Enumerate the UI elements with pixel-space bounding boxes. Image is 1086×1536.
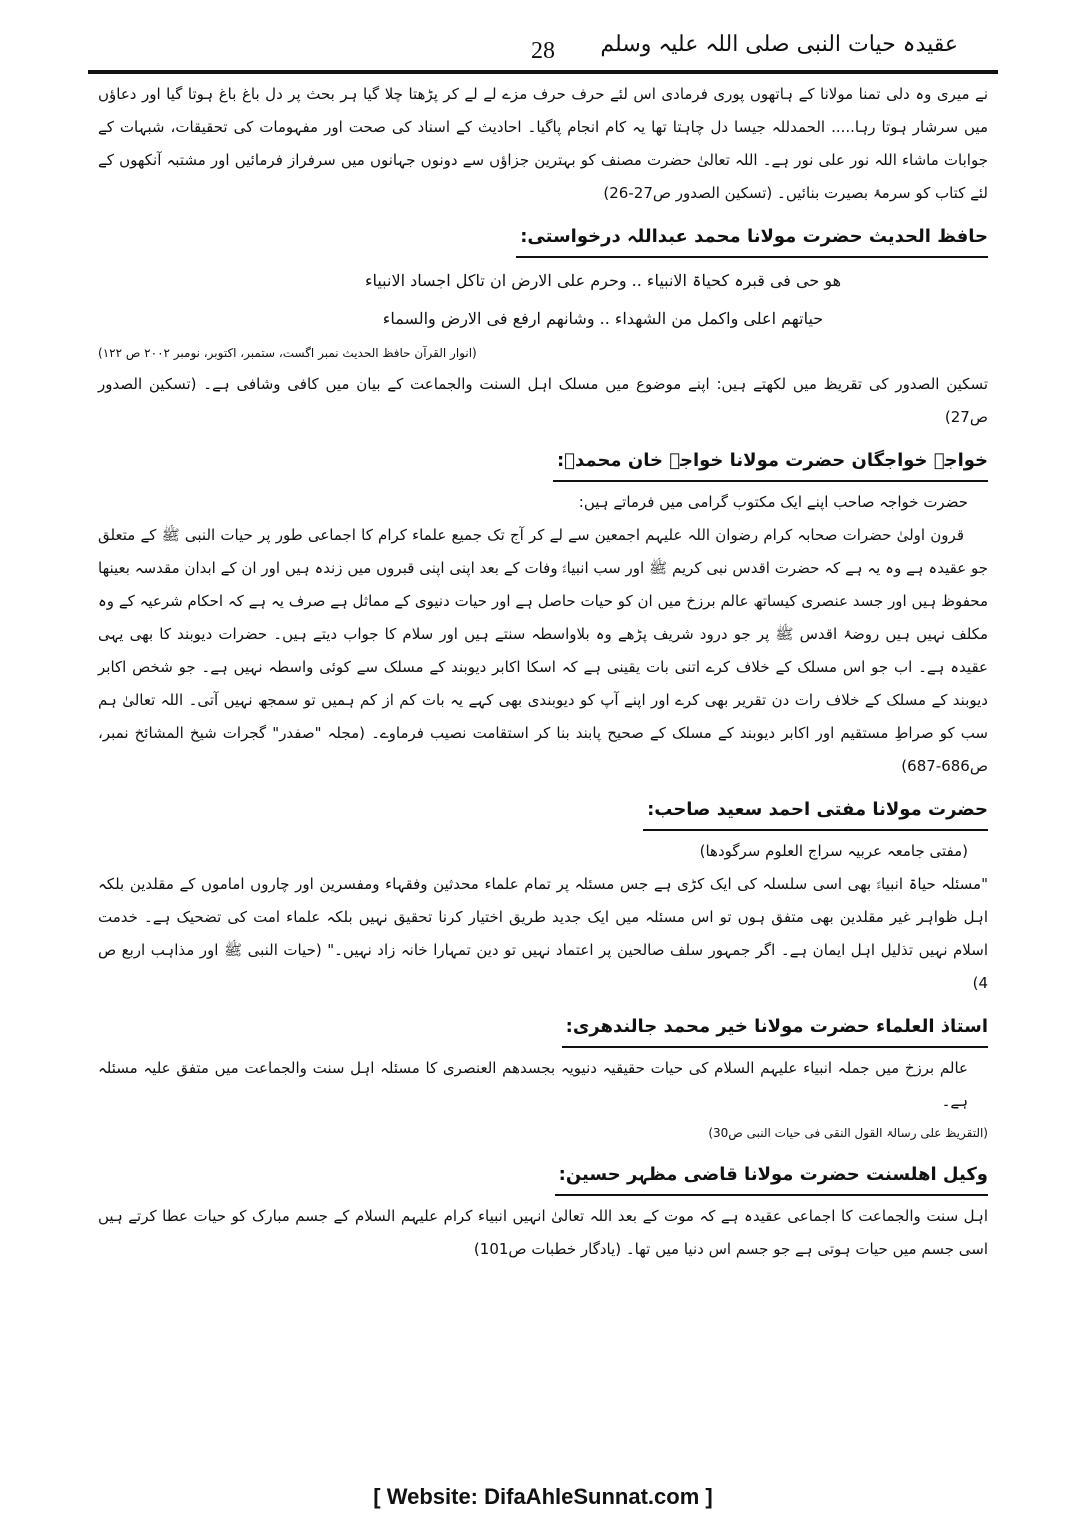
arabic-verse-1: ھو حی فی قبرہ کحیاۃ الانبیاء .. وحرم علی الارض ان تاکل اجساد الانبیاء: [364, 271, 842, 290]
section-heading-mufti-ahmad-saeed: حضرت مولانا مفتی احمد سعید صاحب:: [643, 789, 988, 831]
arabic-verse-2: حیاتھم اعلی واکمل من الشھداء .. وشانھم ارفع فی الارض والسماء: [382, 309, 824, 328]
paragraph-hayat-anbiya: "مسئلہ حیاۃ انبیاءؑ بھی اسی سلسلہ کی ایک کڑی ہے جس مسئلہ پر تمام علماء محدثین وفقہاء ومفسرین اور چاروں اماموں کے مقلدین بلکہ اہل ظواہر غیر مقلدین بھی متفق ہوں تو اس مسئلہ میں ایک جدید طریق اختیار کرنا تحقیق نہیں بلکہ علماء امت کی تضحیک ہے۔ خدمت اسلام نہیں تذلیل اہل ایمان ہے۔ اگر جمہور سلف صالحین پر اعتماد نہیں تو دین تمہارا خانہ زاد نہیں۔" (حیات النبی ﷺ اور مذاہب اربع ص 4): [98, 875, 988, 992]
paragraph-maktoob-intro: حضرت خواجہ صاحب اپنے ایک مکتوب گرامی میں فرماتے ہیں:: [578, 493, 968, 511]
reference-anwar-ul-quran: (انوار القرآن حافظ الحدیث نمبر اگست، ستمبر، اکتوبر، نومبر ۲۰۰۲ ص ۱۲۲): [98, 346, 477, 360]
paragraph-ijmai-aqeeda: اہل سنت والجماعت کا اجماعی عقیدہ ہے کہ موت کے بعد اللہ تعالیٰ انہیں انبیاء کرام علیہم السلام کے جسم مبارک کو حیات عطا کرتے ہیں اسی جسم میں حیات ہوتی ہے جو جسم اس دنیا میں تھا۔ (یادگار خطبات ص101): [98, 1207, 988, 1258]
page-content: [98, 78, 988, 1266]
section-heading-khwaja-khan-muhammad: خواجہ خواجگان حضرت مولانا خواجہ خان محمدؒ:: [553, 440, 988, 482]
paragraph-maktoob: قرون اولیٰ حضرات صحابہ کرام رضوان اللہ علیہم اجمعین سے لے کر آج تک جمیع علماء کرام کا اجماعی طور پر حیات النبی ﷺ کے متعلق جو عقیدہ ہے وہ یہ ہے کہ حضرت اقدس نبی کریم ﷺ اور سب انبیاءؑ وفات کے بعد اپنی اپنی قبروں میں زندہ ہیں اور ان کے ابدان مقدسہ بعینھا محفوظ ہیں اور جسد عنصری کیساتھ عالم برزخ میں ان کو حیات حاصل ہے اور حیات دنیوی کے مماثل ہے صرف یہ ہے کہ احکام شرعیہ کے وہ مکلف نہیں ہیں روضۂ اقدس ﷺ پر جو درود شریف پڑھے وہ بلاواسطہ سنتے ہیں اور سلام کا جواب دیتے ہیں۔ حضرات دیوبند کا بھی یہی عقیدہ ہے۔ اب جو اس مسلک کے خلاف کرے اتنی بات یقینی ہے کہ اسکا اکابر دیوبند کے مسلک سے کوئی واسطہ نہیں ہے۔ جو شخص اکابر دیوبند کے مسلک کے خلاف رات دن تقریر بھی کرے اور اپنے آپ کو دیوبندی بھی کہے یہ بات کم از کم ہمیں تو سمجھ نہیں آتی۔ اللہ تعالیٰ ہم سب کو صراطِ مستقیم اور اکابر دیوبند کے مسلک کے صحیح پابند بنا کر استقامت نصیب فرماوے۔ (مجلہ "صفدر" گجرات شیخ المشائخ نمبر، ص686-687): [98, 526, 988, 775]
website-footer: [ Website: DifaAhleSunnat.com ]: [373, 1484, 713, 1509]
page-number: 28: [531, 38, 555, 64]
section-heading-khair-muhammad: استاذ العلماء حضرت مولانا خیر محمد جالندھری:: [562, 1006, 988, 1048]
reference-taqreez: (التقریظ علی رسالۃ القول النقی فی حیات النبی ص30): [708, 1126, 988, 1140]
section-heading-qazi-mazhar-hussain: وکیل اھلسنت حضرت مولانا قاضی مظہر حسین:: [555, 1154, 988, 1196]
header-title: عقیدہ حیات النبی صلی اللہ علیہ وسلم: [600, 32, 958, 57]
paragraph-taskeen: تسکین الصدور کی تقریظ میں لکھتے ہیں: اپنے موضوع میں مسلک اہل السنت والجماعت کے بیان میں کافی وشافی ہے۔ (تسکین الصدور ص27): [98, 375, 988, 426]
section-heading-darkhasti: حافظ الحدیث حضرت مولانا محمد عبداللہ درخواستی:: [516, 216, 988, 258]
paragraph-alam-barzakh: عالم برزخ میں جملہ انبیاء علیہم السلام کی حیات حقیقیہ دنیویہ بجسدھم العنصری کا مسئلہ اہل سنت والجماعت میں متفق علیہ مسئلہ ہے۔: [98, 1059, 968, 1110]
page-header: [88, 28, 998, 72]
header-divider: [88, 70, 998, 74]
paragraph-mufti-title: (مفتی جامعہ عربیہ سراج العلوم سرگودھا): [699, 842, 968, 860]
paragraph-intro: نے میری وہ دلی تمنا مولانا کے ہاتھوں پوری فرمادی اس لئے حرف حرف مزے لے لے کر پڑھتا چلا گیا ہر بحث پر دل باغ باغ ہوتا گیا اور دعاؤں میں سرشار ہوتا رہا..... الحمدللہ جیسا دل چاہتا تھا یہ کام انجام پاگیا۔ احادیث کے اسناد کی صحت اور مفہومات کی تحقیقات، شبہات کے جوابات ماشاء اللہ نور علی نور ہے۔ اللہ تعالیٰ حضرت مصنف کو بہترین جزاؤں سے دونوں جہانوں میں سرفراز فرمائیں اور مشتبہ آنکھوں کے لئے کتاب کو سرمۂ بصیرت بنائیں۔ (تسکین الصدور ص27-26): [98, 85, 988, 202]
